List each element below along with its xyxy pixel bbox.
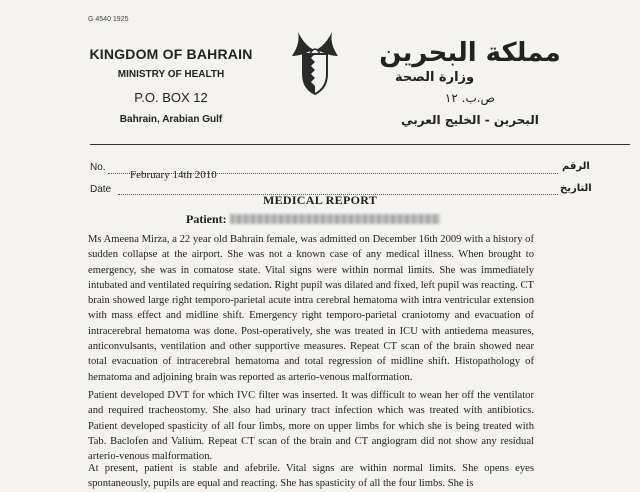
report-title: MEDICAL REPORT xyxy=(262,193,378,207)
po-box: P.O. BOX 12 xyxy=(134,90,208,105)
no-label-arabic: الرقم xyxy=(562,161,590,172)
location: Bahrain, Arabian Gulf xyxy=(119,114,223,125)
no-label: No. xyxy=(90,162,106,173)
bahrain-emblem-icon xyxy=(290,30,340,96)
report-date: February 14th 2010 xyxy=(130,169,217,181)
report-paragraph-3: At present, patient is stable and afebrile. Vital signs are within normal limits. She opens eyes spontaneously, pupils are equal and reacting. She has spasticity of all the four limbs. She is xyxy=(88,463,534,490)
redacted-patient-name xyxy=(230,214,440,224)
kingdom-name-arabic: مملكة البحرين xyxy=(379,38,561,68)
location-arabic: البحرين - الخليج العربي xyxy=(401,113,539,127)
patient-label: Patient: xyxy=(186,212,227,226)
header-rule xyxy=(90,144,630,145)
ministry-name: MINISTRY OF HEALTH xyxy=(117,69,225,80)
report-paragraph-1: Ms Ameena Mirza, a 22 year old Bahrain female, was admitted on December 16th 2009 with a history of sudden collapse at the airport. She was not a known case of any medical illness. When brought to emergency, she was in comatose state. Vital signs were within normal limits. She was immediately intubated and ventilated requiring sedation. Right pupil was dilated and fixed, left pupil was reacting. CT brain showed large right temporo-parietal acute intra cerebral hematoma with intra ventricular extension with mass effect and midline shift. Emergency right temporo-parietal craniotomy and evacuation of intracerebral hematoma was done. Post-operatively, she was treated in ICU with antiedema measures, anticonvulsants, ventilation and other supportive measures. Repeat CT scan of the brain showed near total evacuation of intracerebral hematoma and total regression of midline shift. Histopathology of hematoma and adjoining brain was reported as arterio-venous malformation. xyxy=(88,234,535,383)
letterhead-english xyxy=(86,46,256,125)
form-code: G 4540 1925 xyxy=(88,16,129,23)
date-label: Date xyxy=(90,184,112,195)
ministry-name-arabic: وزارة الصحة xyxy=(395,70,475,85)
date-label-arabic: التاريخ xyxy=(560,183,592,194)
kingdom-name: KINGDOM OF BAHRAIN xyxy=(89,46,253,62)
report-paragraph-2: Patient developed DVT for which IVC filter was inserted. It was difficult to wean her off the ventilator and required tracheostomy. She also had urinary tract infection which was treated with antibiotics. Patient developed spasticity of all four limbs, more on upper limbs for which she is being treated with Tab. Baclofen and Valium. Repeat CT scan of the brain and CT angiogram did not show any residual arterio-venous malformation. xyxy=(88,390,534,463)
po-box-arabic: ص.ب. ١٢ xyxy=(444,91,496,105)
letterhead-arabic xyxy=(365,38,575,127)
